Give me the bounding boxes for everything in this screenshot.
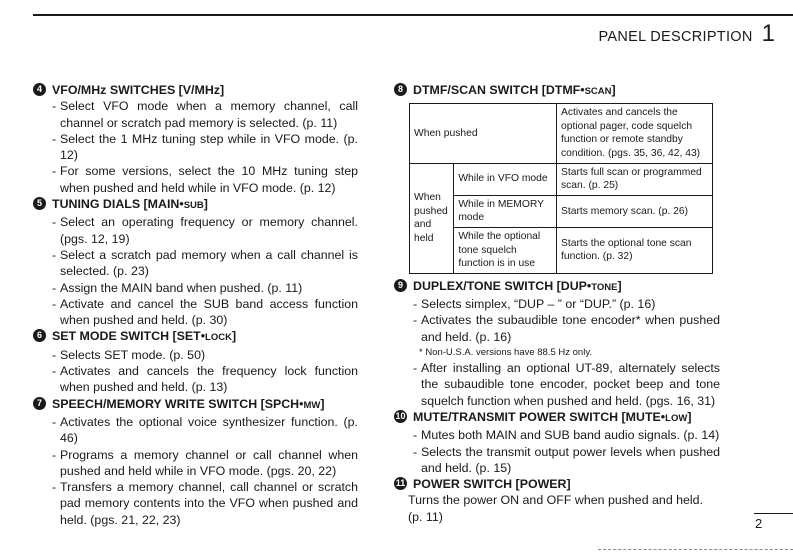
section-badge: 5	[33, 197, 46, 210]
section-badge: 11	[395, 478, 406, 489]
list-item: - Programs a memory channel or call channel when pushed and held while in VFO mode. (pgs. 20, 22)	[33, 447, 358, 480]
item-list	[394, 427, 720, 476]
section-speech-memory-write	[33, 396, 358, 528]
section-text: Turns the power ON and OFF when pushed and held. (p. 11)	[408, 493, 704, 524]
item-list	[33, 347, 358, 396]
list-item: - Activates and cancels the frequency lock function when pushed and held. (p. 13)	[33, 363, 358, 396]
page-title: PANEL DESCRIPTION	[598, 29, 753, 45]
item-list	[394, 360, 720, 409]
section-badge: 7	[33, 397, 46, 410]
section-duplex-tone	[394, 278, 720, 409]
section-title: 9 DUPLEX/TONE SWITCH [DUP•TONE]	[394, 278, 720, 296]
item-list	[394, 296, 720, 345]
section-title: 4 VFO/MHz SWITCHES [V/MHz]	[33, 82, 358, 98]
table-cell: When pushed	[410, 104, 557, 163]
right-column	[394, 82, 720, 525]
footer-rule	[754, 513, 793, 514]
section-vfo-mhz	[33, 82, 358, 196]
table-cell: While in MEMORY mode	[454, 195, 557, 227]
list-item: - Selects the transmit output power levels when pushed and held. (p. 15)	[394, 444, 720, 477]
table-cell: Activates and cancels the optional pager, code squelch function or remote standby condition. (pgs. 35, 36, 42, 43)	[557, 104, 713, 163]
section-badge: 9	[394, 279, 407, 292]
section-tuning-dials	[33, 196, 358, 328]
section-set-mode	[33, 328, 358, 395]
list-item: - Transfers a memory channel, call channel or scratch pad memory contents into the VFO when pushed and held. (pgs. 21, 22, 23)	[33, 479, 358, 528]
table-cell: Starts full scan or programmed scan. (p. 25)	[557, 163, 713, 195]
left-column	[33, 82, 358, 528]
table-cell: When pushed and held	[410, 163, 454, 273]
table-cell: Starts the optional tone scan function. (p. 32)	[557, 228, 713, 274]
table-row	[410, 195, 713, 227]
page-header	[598, 20, 775, 48]
table-row	[410, 104, 713, 163]
section-title: 11 POWER SWITCH [POWER]	[395, 477, 571, 492]
dtmf-function-table	[409, 103, 713, 274]
list-item: - Select VFO mode when a memory channel, call channel or scratch pad memory is selected. (p. 11)	[33, 98, 358, 131]
section-title: 7 SPEECH/MEMORY WRITE SWITCH [SPCH•MW]	[33, 396, 358, 414]
list-item: - Selects simplex, “DUP – ” or “DUP.” (p. 16)	[394, 296, 720, 312]
list-item: - After installing an optional UT-89, alternately selects the subaudible tone encoder, pocket beep and tone squelch function when pushed and held. (pgs. 16, 31)	[394, 360, 720, 409]
item-list	[33, 414, 358, 528]
item-list	[33, 214, 358, 328]
list-item: - Activates the optional voice synthesizer function. (p. 46)	[33, 414, 358, 447]
section-mute-transmit-power	[394, 409, 720, 476]
page-number: 2	[755, 516, 763, 531]
list-item: - Select the 1 MHz tuning step while in VFO mode. (p. 12)	[33, 131, 358, 164]
footnote: * Non-U.S.A. versions have 88.5 Hz only.	[419, 347, 593, 359]
table-cell: Starts memory scan. (p. 26)	[557, 195, 713, 227]
list-item: - Mutes both MAIN and SUB band audio signals. (p. 14)	[394, 427, 720, 443]
section-number: 1	[761, 20, 775, 47]
header-rule	[33, 14, 793, 16]
section-dtmf-scan	[394, 82, 720, 274]
list-item: - Activates the subaudible tone encoder* when pushed and held. (p. 16)	[394, 312, 720, 345]
section-badge: 10	[395, 410, 406, 421]
list-item: - For some versions, select the 10 MHz tuning step when pushed and held while in VFO mode. (p. 12)	[33, 163, 358, 196]
section-power-switch	[394, 476, 720, 525]
table-cell: While the optional tone squelch function is in use	[454, 228, 557, 274]
list-item: - Select a scratch pad memory when a call channel is selected. (p. 23)	[33, 247, 358, 280]
section-badge: 4	[33, 83, 46, 96]
section-title: 5 TUNING DIALS [MAIN•SUB]	[33, 196, 358, 214]
list-item: - Assign the MAIN band when pushed. (p. 11)	[33, 280, 358, 296]
scan-artifact-line	[598, 549, 793, 550]
section-title: 6 SET MODE SWITCH [SET•LOCK]	[33, 328, 358, 346]
list-item: - Activate and cancel the SUB band access function when pushed and held. (p. 30)	[33, 296, 358, 329]
list-item: - Select an operating frequency or memory channel. (pgs. 12, 19)	[33, 214, 358, 247]
table-row	[410, 163, 713, 195]
table-cell: While in VFO mode	[454, 163, 557, 195]
table-row	[410, 228, 713, 274]
section-badge: 6	[33, 329, 46, 342]
section-title: 10 MUTE/TRANSMIT POWER SWITCH [MUTE•LOW]	[395, 409, 692, 424]
item-list	[33, 98, 358, 196]
section-title: 8 DTMF/SCAN SWITCH [DTMF•SCAN]	[394, 82, 720, 100]
section-badge: 8	[394, 83, 407, 96]
list-item: - Selects SET mode. (p. 50)	[33, 347, 358, 363]
